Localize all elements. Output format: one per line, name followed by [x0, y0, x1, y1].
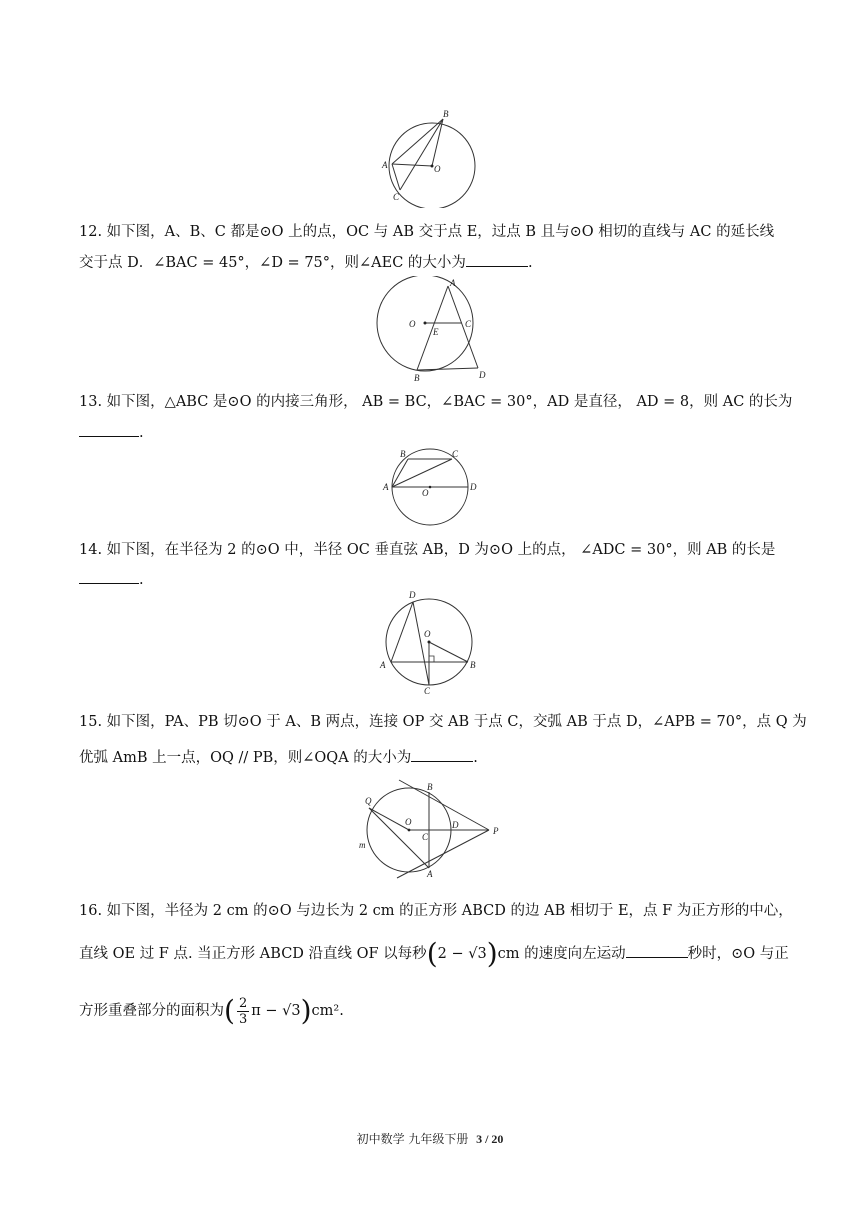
q16-line2 [79, 937, 789, 970]
answer-blank[interactable] [79, 569, 139, 584]
answer-blank[interactable] [411, 747, 473, 762]
page-footer [0, 1130, 860, 1147]
q16-line1: 16. 如下图，半径为 2 cm 的⊙O 与边长为 2 cm 的正方形 ABCD 的边 AB 相切于 E，点 F 为正方形的中心， [79, 903, 793, 919]
paren-open: ( [224, 994, 235, 1027]
q15-line2 [79, 747, 789, 768]
q14-text-end: . [139, 572, 144, 588]
fig13-label: D [470, 482, 477, 492]
fig12-label: D [479, 370, 486, 380]
q16-text: 方形重叠部分的面积为 [79, 1003, 224, 1019]
fig15-label: m [359, 840, 366, 850]
q15-line1: 15. 如下图，PA、PB 切⊙O 于 A、B 两点，连接 OP 交 AB 于点 C，交弧 AB 于点 D，∠APB = 70°，点 Q 为 [79, 714, 807, 730]
fig15-label: P [493, 826, 499, 836]
q14-line1: 14. 如下图，在半径为 2 的⊙O 中，半径 OC 垂直弦 AB，D 为⊙O 上的点， ∠ADC = 30°，则 AB 的长是 [79, 542, 776, 558]
figure-q12 [365, 276, 505, 384]
fig15-label: D [452, 820, 459, 830]
fig12-label: B [414, 373, 420, 383]
answer-blank[interactable] [79, 422, 139, 437]
fig14-label: C [424, 686, 431, 696]
answer-blank[interactable] [626, 943, 688, 958]
fig13-label: O [422, 488, 429, 498]
q13-line1: 13. 如下图，△ABC 是⊙O 的内接三角形， AB = BC，∠BAC = 30°，AD 是直径， AD = 8，则 AC 的长为 [79, 394, 793, 410]
q12-text: 交于点 D．∠BAC = 45°，∠D = 75°，则∠AEC 的大小为 [79, 255, 466, 271]
q12-line1: 12. 如下图，A、B、C 都是⊙O 上的点，OC 与 AB 交于点 E，过点 B 且与⊙O 相切的直线与 AC 的延长线 [79, 224, 775, 240]
fig12-label: A [450, 278, 456, 288]
fig15-label: O [405, 817, 412, 827]
answer-blank[interactable] [466, 252, 528, 267]
fig14-label: D [409, 590, 416, 600]
figure-q15 [355, 778, 515, 882]
fraction-numerator: 2 [238, 995, 248, 1011]
q16-line3 [79, 994, 789, 1028]
fraction [237, 996, 249, 1027]
fig12-label: C [465, 319, 472, 329]
figure-q13 [380, 446, 480, 530]
footer-title: 初中数学 九年级下册 [356, 1132, 469, 1146]
fig15-label: B [427, 782, 433, 792]
figure-q14 [375, 586, 485, 698]
q16-text-end: 秒时，⊙O 与正 [687, 946, 789, 962]
q12-text-end: . [527, 255, 533, 271]
q15-text-end: . [473, 750, 478, 766]
q16-expression: π − √3 [251, 1003, 301, 1019]
q13-line2 [79, 422, 789, 443]
q16-expression: 2 − √3 [437, 946, 487, 962]
fig14-label: A [380, 660, 386, 670]
fig11-label: C [393, 192, 400, 202]
q16-text: 直线 OE 过 F 点. 当正方形 ABCD 沿直线 OF 以每秒 [79, 946, 427, 962]
fraction-denominator: 3 [238, 1011, 248, 1027]
q16-text-mid: cm 的速度向左运动 [497, 946, 626, 962]
fig15-label: A [427, 869, 433, 879]
figure-q11 [375, 108, 485, 208]
page-number: 3 / 20 [476, 1132, 504, 1146]
q16-text-end: cm². [311, 1003, 344, 1019]
fig11-label: A [382, 160, 388, 170]
q15-text: 优弧 AmB 上一点，OQ // PB，则∠OQA 的大小为 [79, 750, 412, 766]
fig14-label: O [424, 629, 431, 639]
fig11-label: O [434, 164, 441, 174]
paren-open: ( [426, 937, 438, 970]
paren-close: ) [486, 937, 498, 970]
fig12-label: O [409, 319, 416, 329]
fig15-label: C [422, 832, 429, 842]
fig11-label: B [443, 109, 449, 119]
q13-text-end: . [139, 425, 144, 441]
fig15-label: Q [365, 796, 372, 806]
fig13-label: A [383, 482, 389, 492]
q12-line2 [79, 252, 789, 273]
fig14-label: B [470, 660, 476, 670]
fig12-label: E [433, 327, 439, 337]
paren-close: ) [300, 994, 312, 1027]
fig13-label: C [452, 449, 459, 459]
fig13-label: B [400, 449, 406, 459]
